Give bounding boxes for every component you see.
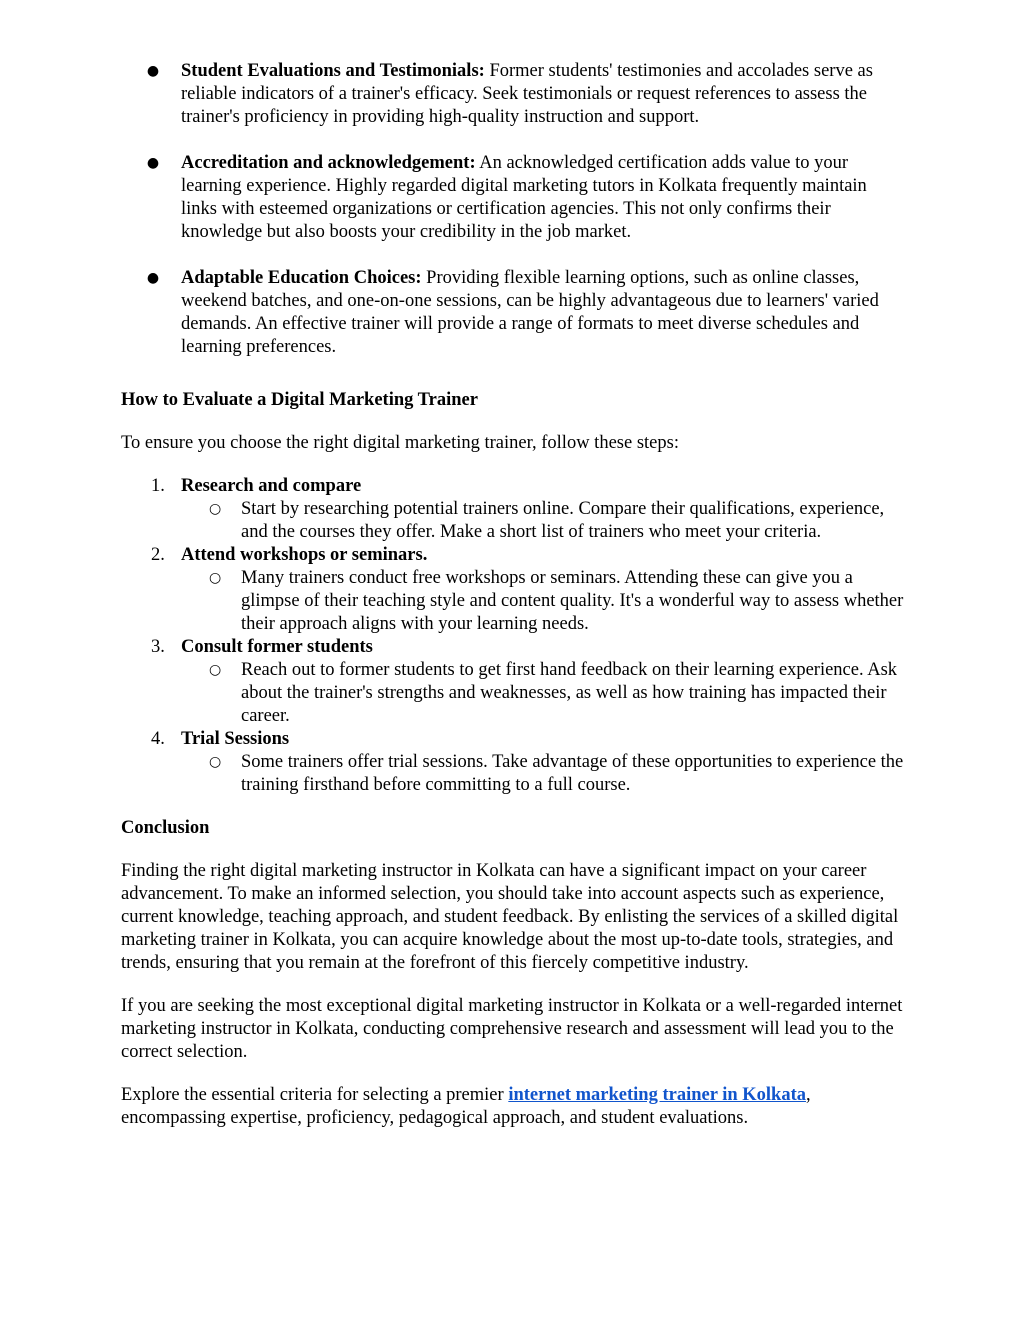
bullet-title: Student Evaluations and Testimonials: xyxy=(181,61,485,81)
step-number: 1. xyxy=(151,476,165,496)
sub-bullet-icon: ○ xyxy=(209,501,222,517)
step-detail: Some trainers offer trial sessions. Take advantage of these opportunities to experience the training firsthand before committing to a full course. xyxy=(241,752,904,795)
step-title: Consult former students xyxy=(181,637,373,657)
list-item xyxy=(121,475,906,544)
bullet-title: Accreditation and acknowledgement: xyxy=(181,153,476,173)
step-detail: Start by researching potential trainers online. Compare their qualifications, experience, and the courses they offer. Make a short list of trainers who meet your criteria. xyxy=(241,499,885,542)
sub-bullet-icon: ○ xyxy=(209,662,222,678)
section-heading-evaluate: How to Evaluate a Digital Marketing Trainer xyxy=(121,390,478,410)
list-item xyxy=(121,267,906,359)
step-detail-item xyxy=(121,659,906,728)
section-heading-conclusion: Conclusion xyxy=(121,818,210,838)
list-item xyxy=(121,544,906,636)
step-detail-item xyxy=(121,751,906,797)
step-number: 4. xyxy=(151,729,165,749)
conclusion-paragraph-with-link xyxy=(121,1084,906,1130)
bullet-icon: ● xyxy=(146,270,160,286)
bullet-icon: ● xyxy=(146,63,160,79)
evaluation-steps-list xyxy=(121,475,906,797)
step-title: Attend workshops or seminars. xyxy=(181,545,428,565)
bullet-text: An acknowledged certification adds value to your learning experience. Highly regarded digital marketing tutors in Kolkata frequently maintain links with esteemed organizations or certification agencies. This not only confirms their knowledge but also boosts your credibility in the job market. xyxy=(181,153,867,242)
step-detail-item xyxy=(121,498,906,544)
list-item xyxy=(121,152,906,244)
step-detail-item xyxy=(121,567,906,636)
evaluate-intro: To ensure you choose the right digital marketing trainer, follow these steps: xyxy=(121,433,679,453)
paragraph-text: , encompassing expertise, proficiency, pedagogical approach, and student evaluations. xyxy=(121,1085,811,1128)
step-number: 3. xyxy=(151,637,165,657)
bullet-text: Providing flexible learning options, such as online classes, weekend batches, and one-on-one sessions, can be highly advantageous due to learners' varied demands. An effective trainer will provide a range of formats to meet diverse schedules and learning preferences. xyxy=(181,268,879,357)
bullet-text: Former students' testimonies and accolades serve as reliable indicators of a trainer's efficacy. Seek testimonials or request references to assess the trainer's proficiency in providing high-quality instruction and support. xyxy=(181,61,873,127)
step-title: Research and compare xyxy=(181,476,362,496)
conclusion-paragraph: If you are seeking the most exceptional digital marketing instructor in Kolkata or a well-regarded internet marketing instructor in Kolkata, conducting comprehensive research and assessment will lead you to the correct selection. xyxy=(121,996,903,1062)
step-detail: Reach out to former students to get first hand feedback on their learning experience. Ask about the trainer's strengths and weaknesses, as well as how training has impacted their career. xyxy=(241,660,898,726)
sub-bullet-icon: ○ xyxy=(209,570,222,586)
list-item xyxy=(121,60,906,129)
criteria-bullet-list xyxy=(121,60,906,359)
document-page xyxy=(121,60,906,1150)
conclusion-paragraph: Finding the right digital marketing instructor in Kolkata can have a significant impact on your career advancement. To make an informed selection, you should take into account aspects such as experience, current knowledge, teaching approach, and student feedback. By enlisting the services of a skilled digital marketing trainer in Kolkata, you can acquire knowledge about the most up-to-date tools, strategies, and trends, ensuring that you remain at the forefront of this fiercely competitive industry. xyxy=(121,861,899,973)
sub-bullet-icon: ○ xyxy=(209,754,222,770)
bullet-title: Adaptable Education Choices: xyxy=(181,268,422,288)
step-title: Trial Sessions xyxy=(181,729,290,749)
step-detail: Many trainers conduct free workshops or seminars. Attending these can give you a glimpse of their teaching style and content quality. It's a wonderful way to assess whether their approach aligns with your learning needs. xyxy=(241,568,904,634)
paragraph-text: Explore the essential criteria for selecting a premier xyxy=(121,1085,509,1105)
step-number: 2. xyxy=(151,545,165,565)
internet-marketing-trainer-link[interactable]: internet marketing trainer in Kolkata xyxy=(508,1085,806,1105)
list-item xyxy=(121,636,906,728)
bullet-icon: ● xyxy=(146,155,160,171)
list-item xyxy=(121,728,906,797)
